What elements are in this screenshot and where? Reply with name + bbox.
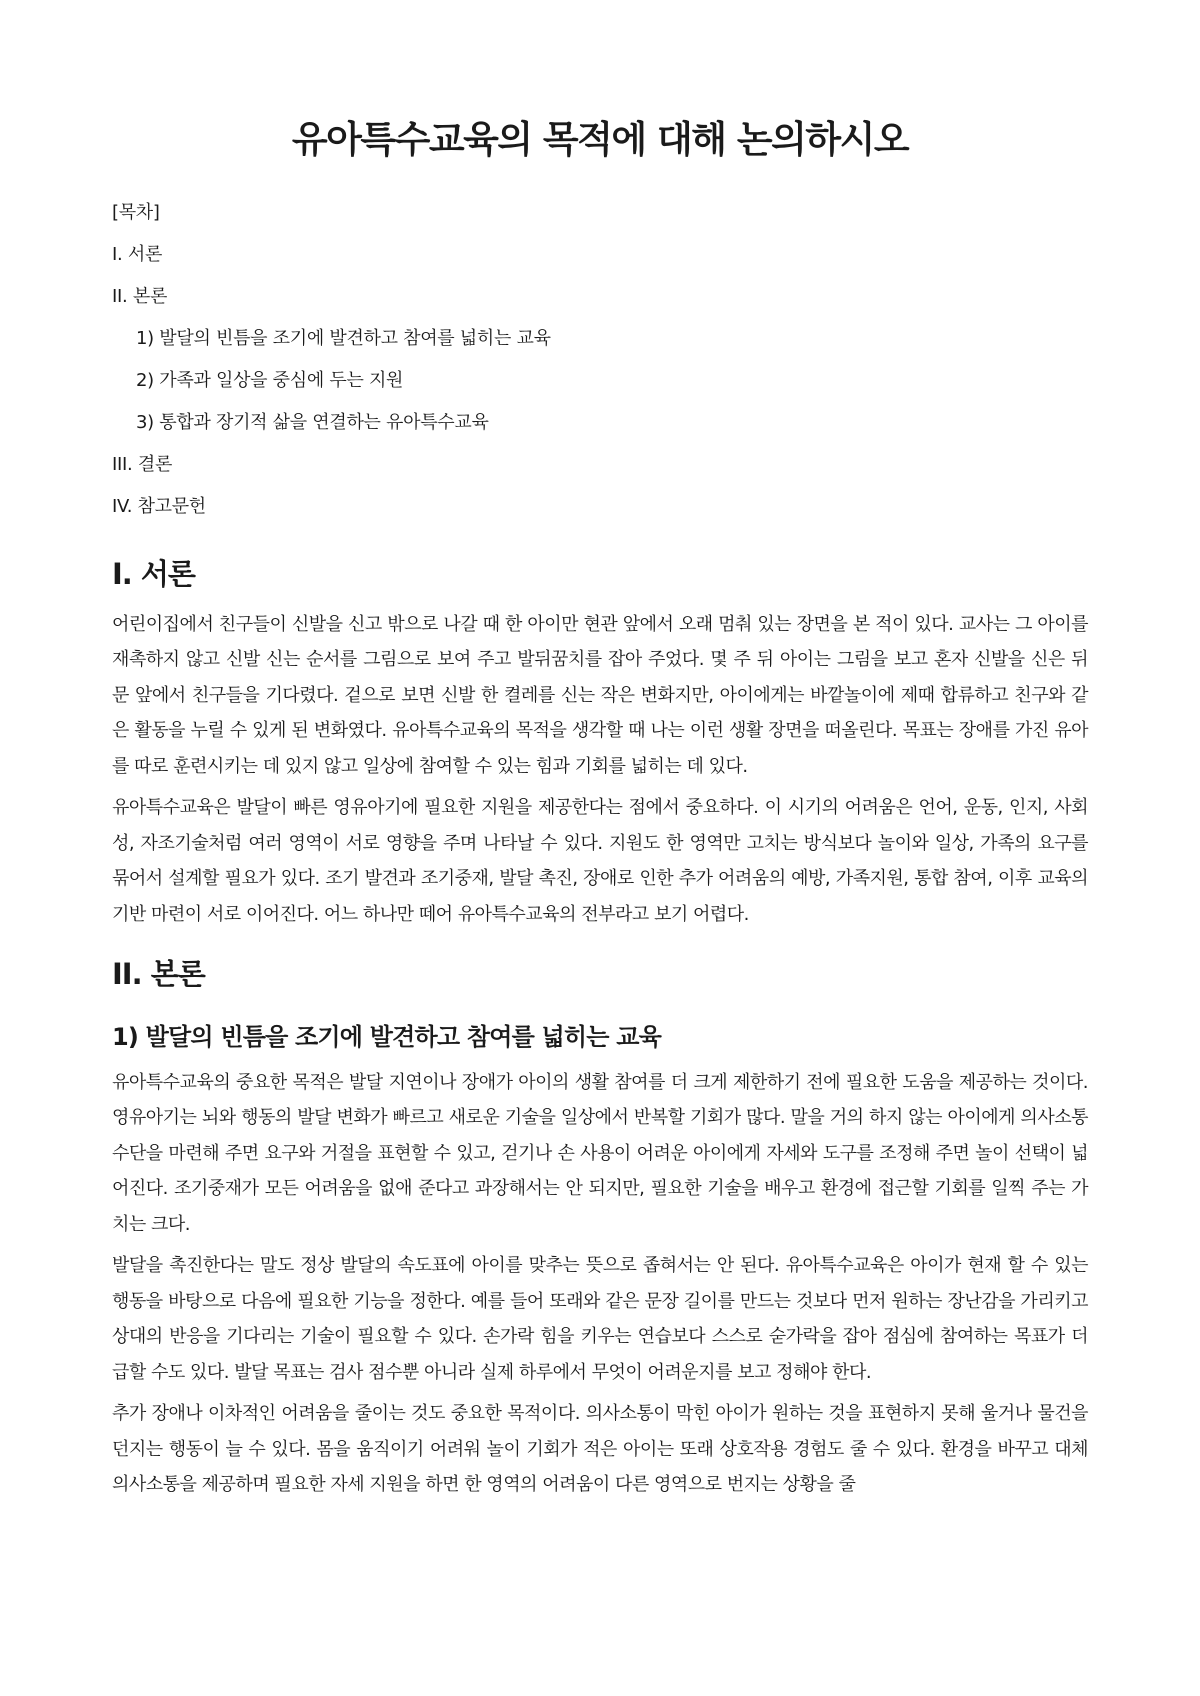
intro-heading: I. 서론: [112, 557, 195, 592]
body-paragraph: 유아특수교육의 중요한 목적은 발달 지연이나 장애가 아이의 생활 참여를 더 크게 제한하기 전에 필요한 도움을 제공하는 것이다. 영유아기는 뇌와 행동의 발달 변화가 빠르고 새로운 기술을 일상에서 반복할 기회가 많다. 말을 거의 하지 않는 아이에게 의사소통 수단을 마련해 주면 요구와 거절을 표현할 수 있고, 걷기나 손 사용이 어려운 아이에게 자세와 도구를 조정해 주면 놀이 선택이 넓어진다. 조기중재가 모든 어려움을 없애 준다고 과장해서는 안 되지만, 필요한 기술을 배우고 환경에 접근할 기회를 일찍 주는 가치는 크다.: [112, 1071, 1088, 1235]
toc-item-intro: I. 서론: [112, 244, 163, 266]
toc-item-conclusion: III. 결론: [112, 454, 173, 476]
toc-label: [목차]: [112, 202, 160, 224]
body-paragraph: 추가 장애나 이차적인 어려움을 줄이는 것도 중요한 목적이다. 의사소통이 막힌 아이가 원하는 것을 표현하지 못해 울거나 물건을 던지는 행동이 늘 수 있다. 몸을 움직이기 어려워 놀이 기회가 적은 아이는 또래 상호작용 경험도 줄 수 있다. 환경을 바꾸고 대체 의사소통을 제공하며 필요한 자세 지원을 하면 한 영역의 어려움이 다른 영역으로 번지는 상황을 줄: [112, 1403, 1088, 1496]
toc-item-body-3: 3) 통합과 장기적 삶을 연결하는 유아특수교육: [136, 412, 489, 434]
document-title: 유아특수교육의 목적에 대해 논의하시오: [291, 118, 909, 161]
body-heading: II. 본론: [112, 957, 205, 992]
body-section: [112, 954, 1088, 1502]
intro-paragraph: 어린이집에서 친구들이 신발을 신고 밖으로 나갈 때 한 아이만 현관 앞에서 오래 멈춰 있는 장면을 본 적이 있다. 교사는 그 아이를 재촉하지 않고 신발 신는 순서를 그림으로 보여 주고 발뒤꿈치를 잡아 주었다. 몇 주 뒤 아이는 그림을 보고 혼자 신발을 신은 뒤 문 앞에서 친구들을 기다렸다. 겉으로 보면 신발 한 켤레를 신는 작은 변화지만, 아이에게는 바깥놀이에 제때 합류하고 친구와 같은 활동을 누릴 수 있게 된 변화였다. 유아특수교육의 목적을 생각할 때 나는 이런 생활 장면을 떠올린다. 목표는 장애를 가진 유아를 따로 훈련시키는 데 있지 않고 일상에 참여할 수 있는 힘과 기회를 넓히는 데 있다.: [112, 613, 1088, 777]
toc-item-references: IV. 참고문헌: [112, 496, 206, 518]
body-subheading-1: 1) 발달의 빈틈을 조기에 발견하고 참여를 넓히는 교육: [112, 1023, 662, 1052]
intro-section: [112, 554, 1088, 932]
toc-item-body-1: 1) 발달의 빈틈을 조기에 발견하고 참여를 넓히는 교육: [136, 328, 551, 350]
table-of-contents: [112, 192, 1088, 528]
toc-item-body-2: 2) 가족과 일상을 중심에 두는 지원: [136, 370, 404, 392]
toc-item-body: II. 본론: [112, 286, 168, 308]
body-paragraph: 발달을 촉진한다는 말도 정상 발달의 속도표에 아이를 맞추는 뜻으로 좁혀서는 안 된다. 유아특수교육은 아이가 현재 할 수 있는 행동을 바탕으로 다음에 필요한 기능을 정한다. 예를 들어 또래와 같은 문장 길이를 만드는 것보다 먼저 원하는 장난감을 가리키고 상대의 반응을 기다리는 기술이 필요할 수 있다. 손가락 힘을 키우는 연습보다 스스로 숟가락을 잡아 점심에 참여하는 목표가 더 급할 수도 있다. 발달 목표는 검사 점수뿐 아니라 실제 하루에서 무엇이 어려운지를 보고 정해야 한다.: [112, 1255, 1088, 1383]
intro-paragraph: 유아특수교육은 발달이 빠른 영유아기에 필요한 지원을 제공한다는 점에서 중요하다. 이 시기의 어려움은 언어, 운동, 인지, 사회성, 자조기술처럼 여러 영역이 서로 영향을 주며 나타날 수 있다. 지원도 한 영역만 고치는 방식보다 놀이와 일상, 가족의 요구를 묶어서 설계할 필요가 있다. 조기 발견과 조기중재, 발달 촉진, 장애로 인한 추가 어려움의 예방, 가족지원, 통합 참여, 이후 교육의 기반 마련이 서로 이어진다. 어느 하나만 떼어 유아특수교육의 전부라고 보기 어렵다.: [112, 797, 1088, 925]
